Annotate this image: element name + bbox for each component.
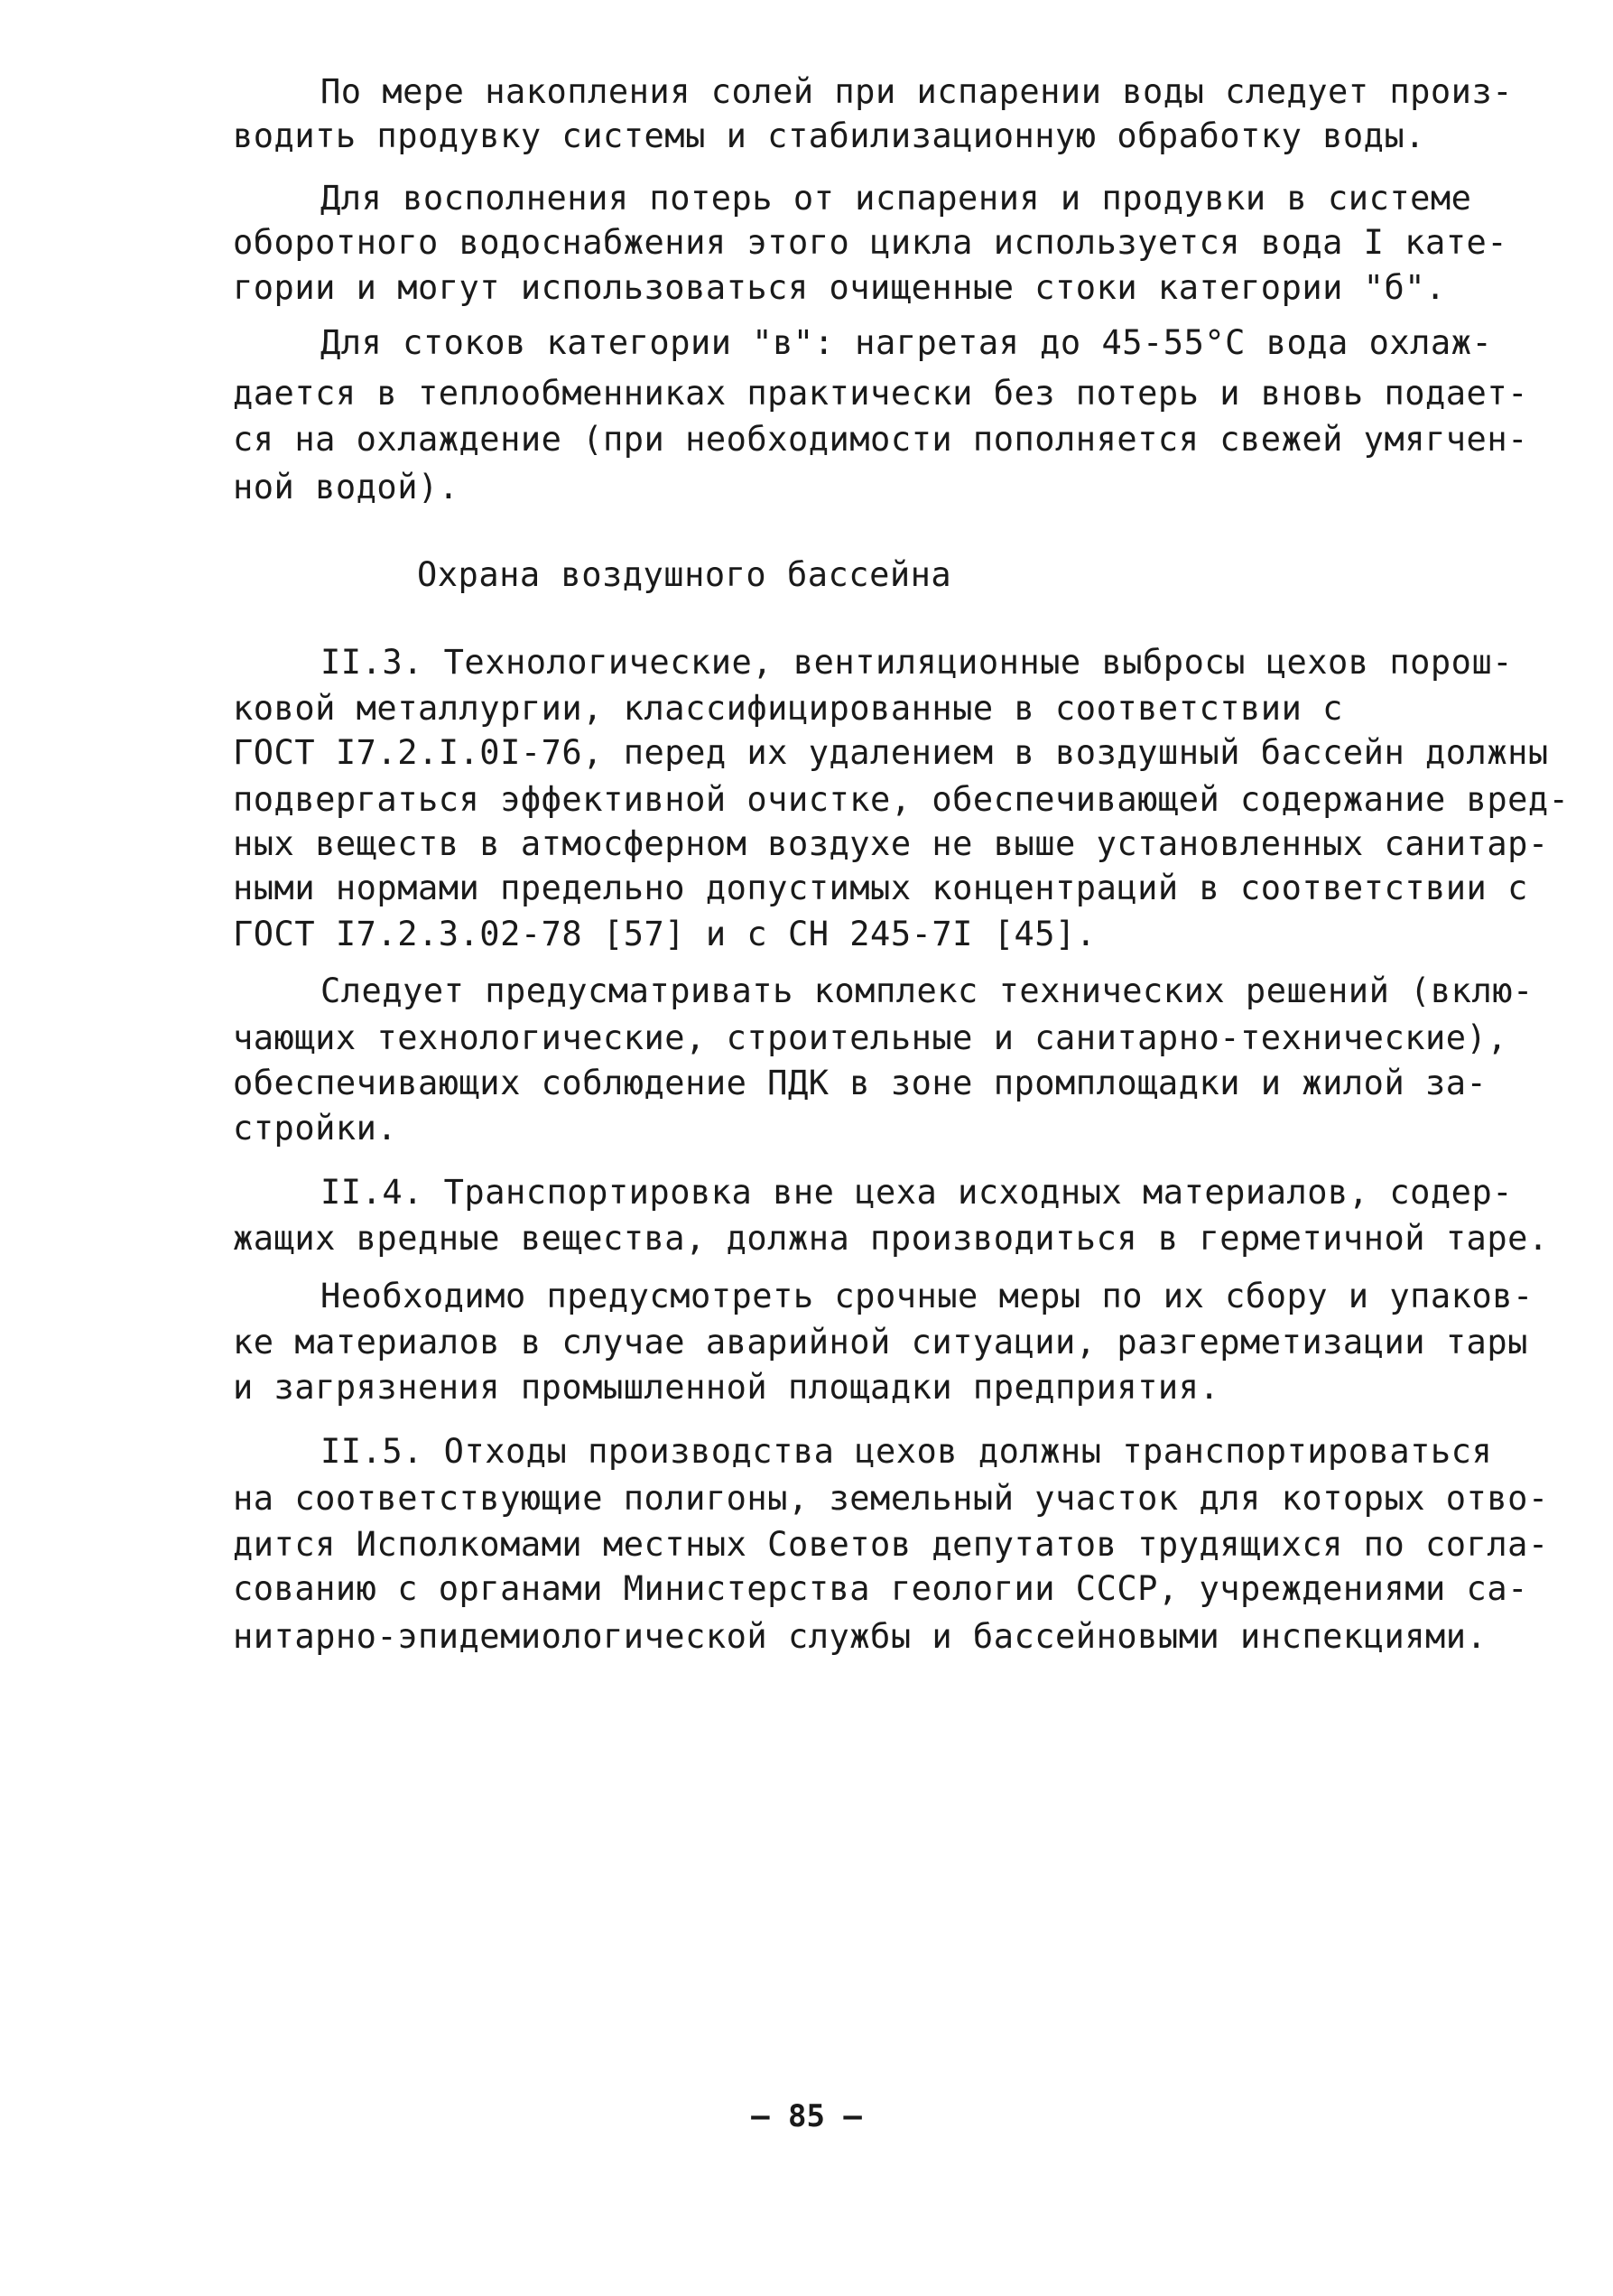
- text-line: дится Исполкомами местных Советов депутатов трудящихся по согла-: [233, 1525, 1549, 1564]
- text-line: обеспечивающих соблюдение ПДК в зоне промплощадки и жилой за-: [233, 1064, 1488, 1102]
- text-line: ными нормами предельно допустимых концентраций в соответствии с: [233, 869, 1528, 907]
- text-line: ся на охлаждение (при необходимости пополняется свежей умягчен-: [233, 420, 1528, 459]
- text-line: нитарно-эпидемиологической службы и бассейновыми инспекциями.: [233, 1617, 1488, 1656]
- text-line: Для восполнения потерь от испарения и продувки в системе: [320, 179, 1472, 218]
- text-line: Необходимо предусмотреть срочные меры по их сбору и упаков-: [320, 1277, 1534, 1315]
- section-heading: Охрана воздушного бассейна: [417, 555, 952, 594]
- text-line: чающих технологические, строительные и санитарно-технические),: [233, 1018, 1508, 1057]
- text-line: ГОСТ I7.2.I.0I-76, перед их удалением в воздушный бассейн должны: [233, 733, 1549, 772]
- text-line: II.3. Технологические, вентиляционные выбросы цехов порош-: [320, 643, 1514, 682]
- text-line: II.5. Отходы производства цехов должны транспортироваться: [320, 1432, 1493, 1471]
- text-line: ной водой).: [233, 468, 459, 507]
- text-line: II.4. Транспортировка вне цеха исходных материалов, содер-: [320, 1173, 1514, 1212]
- text-line: жащих вредные вещества, должна производиться в герметичной таре.: [233, 1219, 1549, 1258]
- text-line: стройки.: [233, 1109, 398, 1148]
- text-line: оборотного водоснабжения этого цикла используется вода I кате-: [233, 223, 1508, 262]
- text-line: дается в теплообменниках практически без потерь и вновь подает-: [233, 374, 1528, 413]
- text-line: По мере накопления солей при испарении воды следует произ-: [320, 72, 1514, 111]
- page-number: — 85 —: [751, 2098, 862, 2134]
- text-line: ных веществ в атмосферном воздухе не выше установленных санитар-: [233, 824, 1549, 863]
- text-line: ковой металлургии, классифицированные в соответствии с: [233, 689, 1343, 728]
- text-line: Для стоков категории "в": нагретая до 45-55°C вода охлаж-: [320, 323, 1493, 362]
- text-line: и загрязнения промышленной площадки предприятия.: [233, 1368, 1220, 1407]
- text-line: сованию с органами Министерства геологии СССР, учреждениями са-: [233, 1569, 1528, 1608]
- text-line: ГОСТ I7.2.3.02-78 [57] и с СН 245-7I [45].: [233, 915, 1097, 953]
- text-line: гории и могут использоваться очищенные стоки категории "б".: [233, 268, 1446, 307]
- text-line: подвергаться эффективной очистке, обеспечивающей содержание вред-: [233, 780, 1570, 819]
- text-line: водить продувку системы и стабилизационную обработку воды.: [233, 116, 1426, 155]
- text-line: Следует предусматривать комплекс технических решений (вклю-: [320, 971, 1534, 1010]
- text-line: ке материалов в случае аварийной ситуации, разгерметизации тары: [233, 1323, 1528, 1362]
- text-line: на соответствующие полигоны, земельный участок для которых отво-: [233, 1479, 1549, 1518]
